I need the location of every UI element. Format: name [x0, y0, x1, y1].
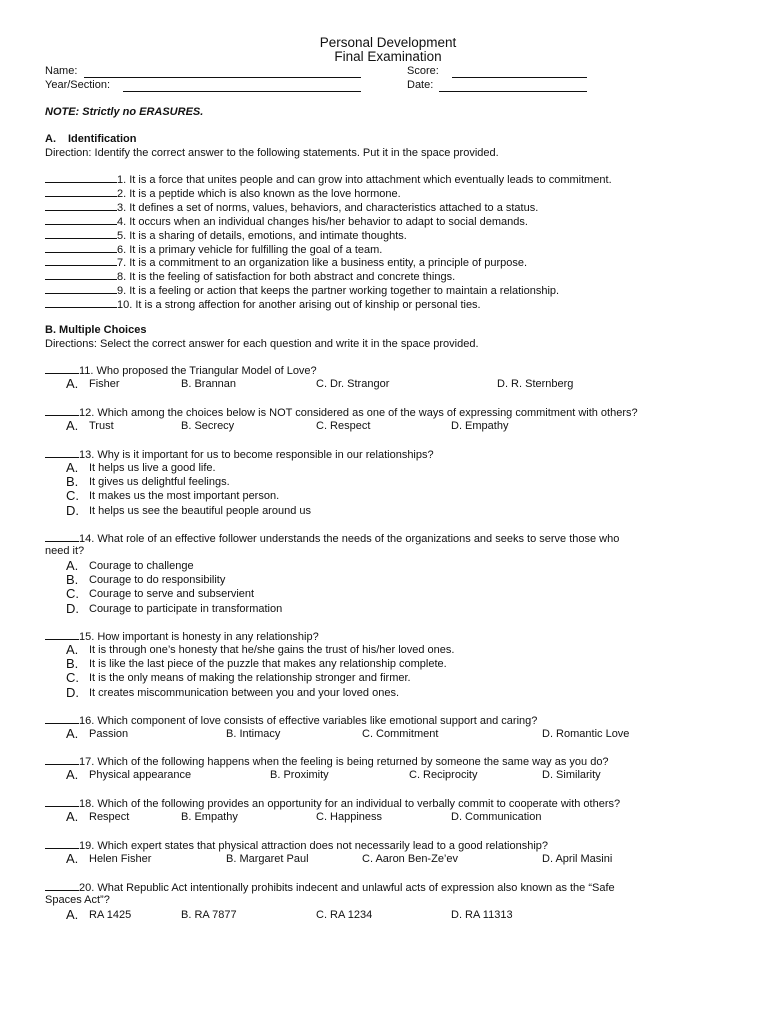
score-label: Score:	[407, 65, 439, 77]
option-a: Respect	[89, 811, 130, 823]
item-text: 9. It is a feeling or action that keeps the partner working together to maintain a relationship.	[117, 285, 560, 298]
option-c: C. Respect	[316, 420, 371, 432]
question-text: 15. How important is honesty in any relationship?	[79, 631, 319, 643]
option-text: Courage to serve and subservient	[89, 588, 255, 601]
option-letter: C.	[66, 670, 79, 686]
identification-item	[45, 284, 559, 297]
option-c: C. Reciprocity	[409, 769, 478, 781]
answer-blank[interactable]	[45, 243, 117, 253]
date-label: Date:	[407, 79, 434, 91]
option-letter: D.	[66, 502, 79, 518]
option-b: B. Brannan	[181, 378, 237, 390]
question-stem	[45, 364, 317, 377]
option-d: D. Similarity	[542, 769, 601, 781]
option-letter-a: A.	[66, 809, 79, 824]
question-stem	[45, 714, 537, 727]
question-text: 18. Which of the following provides an opportunity for an individual to verbally commit to cooperate with others?	[79, 798, 621, 810]
answer-blank[interactable]	[45, 881, 79, 891]
answer-blank[interactable]	[45, 532, 79, 542]
option-a: Passion	[89, 728, 129, 740]
question-text: 11. Who proposed the Triangular Model of Love?	[79, 365, 317, 377]
answer-blank[interactable]	[45, 797, 79, 807]
answer-blank[interactable]	[45, 364, 79, 374]
option-c: C. RA 1234	[316, 909, 373, 921]
option-b: B. Margaret Paul	[226, 853, 309, 865]
option-letter: A.	[66, 642, 79, 657]
option-text: It gives us delightful feelings.	[89, 476, 230, 489]
option-a: Trust	[89, 420, 114, 432]
option-letter: B.	[66, 656, 79, 672]
answer-blank[interactable]	[45, 229, 117, 239]
yearsection-label: Year/Section:	[45, 79, 111, 91]
identification-item	[45, 187, 401, 200]
question-text-continued: need it?	[45, 545, 85, 557]
item-text: 5. It is a sharing of details, emotions, and intimate thoughts.	[117, 229, 407, 242]
name-label: Name:	[45, 65, 78, 77]
question-text: 16. Which component of love consists of effective variables like emotional support and caring?	[79, 715, 538, 727]
option-letter: A.	[66, 460, 79, 475]
section-a-direction: Direction: Identify the correct answer to the following statements. Put it in the space provided.	[45, 147, 499, 159]
option-c: C. Happiness	[316, 811, 383, 823]
option-letter-a: A.	[66, 726, 79, 741]
answer-blank[interactable]	[45, 714, 79, 724]
option-b: B. RA 7877	[181, 909, 237, 921]
answer-blank[interactable]	[45, 215, 117, 225]
item-text: 8. It is the feeling of satisfaction for both abstract and concrete things.	[117, 271, 456, 284]
option-a: Fisher	[89, 378, 120, 390]
question-stem	[45, 406, 638, 419]
option-letter: C.	[66, 488, 79, 504]
question-text: 12. Which among the choices below is NOT considered as one of the ways of expressing commitment with others?	[79, 407, 638, 419]
item-text: 1. It is a force that unites people and can grow into attachment which eventually leads to commitment.	[117, 174, 612, 186]
answer-blank[interactable]	[45, 270, 117, 280]
item-text: 10. It is a strong affection for another arising out of kinship or personal ties.	[117, 299, 481, 312]
answer-blank[interactable]	[45, 839, 79, 849]
question-text: 14. What role of an effective follower understands the needs of the organizations and seeks to serve those who	[79, 533, 620, 545]
option-text: Courage to challenge	[89, 560, 194, 572]
option-text: Courage to participate in transformation	[89, 602, 283, 615]
answer-blank[interactable]	[45, 406, 79, 416]
option-letter: A.	[66, 558, 79, 573]
score-field[interactable]	[452, 77, 587, 78]
identification-item	[45, 229, 407, 242]
item-text: 4. It occurs when an individual changes his/her behavior to adapt to social demands.	[117, 215, 528, 228]
option-b: B. Empathy	[181, 811, 238, 823]
option-d: D. April Masini	[542, 853, 613, 865]
page-subtitle: Final Examination	[334, 49, 442, 64]
answer-blank[interactable]	[45, 755, 79, 765]
question-text-continued: Spaces Act”?	[45, 894, 110, 906]
answer-blank[interactable]	[45, 630, 79, 640]
answer-blank[interactable]	[45, 173, 117, 183]
option-d: D. R. Sternberg	[497, 378, 574, 390]
question-text: 13. Why is it important for us to become responsible in our relationships?	[79, 449, 434, 461]
option-letter: B.	[66, 572, 79, 588]
option-text: It is like the last piece of the puzzle that makes any relationship complete.	[89, 658, 447, 671]
option-letter: C.	[66, 586, 79, 602]
identification-item	[45, 173, 612, 186]
option-text: It helps us see the beautiful people around us	[89, 504, 311, 517]
yearsection-field[interactable]	[123, 91, 361, 92]
question-stem	[45, 839, 548, 852]
name-field[interactable]	[84, 77, 361, 78]
option-letter-a: A.	[66, 376, 79, 391]
answer-blank[interactable]	[45, 187, 117, 197]
question-text: 17. Which of the following happens when the feeling is being returned by someone the same way as you do?	[79, 756, 609, 768]
section-b-heading: B. Multiple Choices	[45, 324, 147, 336]
option-letter-a: A.	[66, 907, 79, 922]
option-letter-a: A.	[66, 851, 79, 866]
item-text: 3. It defines a set of norms, values, behaviors, and characteristics attached to a status.	[117, 201, 539, 214]
identification-item	[45, 243, 382, 256]
date-field[interactable]	[439, 91, 587, 92]
item-text: 2. It is a peptide which is also known as the love hormone.	[117, 187, 401, 200]
item-text: 6. It is a primary vehicle for fulfilling the goal of a team.	[117, 243, 383, 256]
answer-blank[interactable]	[45, 256, 117, 266]
option-text: It creates miscommunication between you and your loved ones.	[89, 686, 399, 699]
question-stem	[45, 448, 434, 461]
identification-item	[45, 270, 455, 283]
question-text: 20. What Republic Act intentionally prohibits indecent and unlawful acts of expression also known as the “Safe	[79, 882, 615, 894]
identification-item	[45, 298, 481, 311]
identification-item	[45, 256, 527, 269]
option-b: B. Secrecy	[181, 420, 235, 432]
note: NOTE: Strictly no ERASURES.	[45, 106, 204, 118]
item-text: 7. It is a commitment to an organization like a business entity, a principle of purpose.	[117, 257, 528, 270]
section-a-heading: A. Identification	[45, 133, 137, 145]
answer-blank[interactable]	[45, 284, 117, 294]
option-letter: D.	[66, 684, 79, 700]
answer-blank[interactable]	[45, 201, 117, 211]
question-stem	[45, 630, 319, 643]
question-stem	[45, 755, 609, 768]
option-letter: B.	[66, 474, 79, 490]
option-c: C. Commitment	[362, 728, 439, 740]
option-letter-a: A.	[66, 418, 79, 433]
option-text: Courage to do responsibility	[89, 574, 226, 587]
option-a: Helen Fisher	[89, 853, 152, 865]
option-d: D. Communication	[451, 811, 542, 823]
option-a: Physical appearance	[89, 769, 192, 781]
option-c: C. Aaron Ben-Ze’ev	[362, 853, 458, 865]
section-b-direction: Directions: Select the correct answer for each question and write it in the space provided.	[45, 338, 479, 350]
answer-blank[interactable]	[45, 298, 117, 308]
option-text: It helps us live a good life.	[89, 462, 216, 474]
answer-blank[interactable]	[45, 448, 79, 458]
identification-item	[45, 215, 528, 228]
question-stem	[45, 881, 615, 894]
option-c: C. Dr. Strangor	[316, 378, 390, 390]
option-d: D. RA 11313	[451, 909, 513, 921]
option-a: RA 1425	[89, 909, 132, 921]
option-d: D. Empathy	[451, 420, 509, 432]
page-title: Personal Development	[319, 35, 457, 50]
question-stem	[45, 797, 620, 810]
option-text: It makes us the most important person.	[89, 490, 280, 503]
question-text: 19. Which expert states that physical attraction does not necessarily lead to a good relationship?	[79, 840, 548, 852]
identification-item	[45, 201, 538, 214]
option-letter: D.	[66, 600, 79, 616]
option-text: It is through one’s honesty that he/she gains the trust of his/her loved ones.	[89, 644, 455, 656]
option-d: D. Romantic Love	[542, 728, 630, 740]
option-b: B. Proximity	[270, 769, 329, 781]
option-b: B. Intimacy	[226, 728, 281, 740]
question-stem	[45, 532, 619, 545]
option-text: It is the only means of making the relationship stronger and firmer.	[89, 672, 411, 685]
option-letter-a: A.	[66, 767, 79, 782]
